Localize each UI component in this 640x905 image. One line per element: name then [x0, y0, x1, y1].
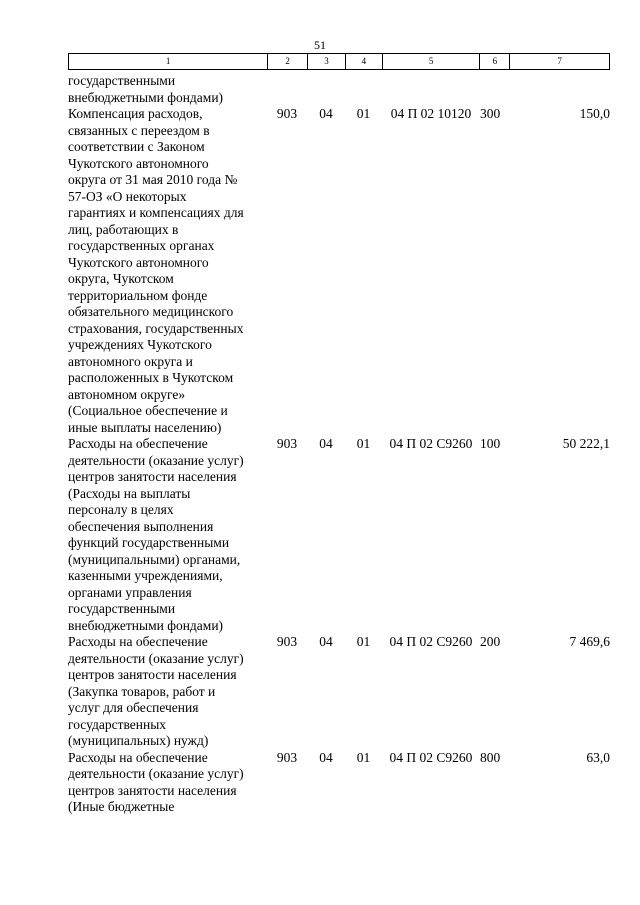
- row-description: Расходы на обеспечение деятельности (оказание услуг) центров занятости населения (Иные бюджетные: [68, 749, 244, 814]
- row-expense-type: 300: [480, 106, 501, 121]
- row-ministry-code: 903: [276, 634, 298, 649]
- row-ministry-code: 903: [276, 749, 298, 765]
- row-section: 04: [319, 749, 333, 765]
- table-row: [68, 106, 610, 436]
- row-description: Расходы на обеспечение деятельности (оказание услуг) центров занятости населения (Закупка товаров, работ и услуг для обеспечения государственных (муниципальных) нужд): [68, 634, 244, 748]
- row-ministry-code: 903: [276, 436, 298, 451]
- row-target-article: 04 П 02 10120: [390, 106, 472, 121]
- row-target-article: 04 П 02 С9260: [389, 634, 473, 649]
- row-expense-type: 200: [480, 634, 501, 649]
- table-row: [68, 750, 610, 816]
- table-row: [68, 436, 610, 634]
- continuation-row: [68, 73, 610, 106]
- row-description: Компенсация расходов, связанных с переездом в соответствии с Законом Чукотского автономного округа от 31 мая 2010 года № 57-ОЗ «О некоторых гарантиях и компенсациях для лиц, работающих в государственных органах Чукотского автономного округа, Чукотском территориальном фонде обязательного медицинского страхования, государственных учреждениях Чукотского автономного округа и расположенных в Чукотском автономном округе» (Социальное обеспечение и иные выплаты населению): [68, 106, 244, 435]
- table-header: [68, 53, 610, 70]
- row-subsection: 01: [356, 634, 371, 649]
- header-col-4: 4: [345, 54, 382, 69]
- row-subsection: 01: [356, 749, 371, 765]
- row-amount: 7 469,6: [569, 634, 610, 649]
- header-col-7: 7: [509, 54, 609, 69]
- row-section: 04: [319, 106, 333, 121]
- row-amount: 50 222,1: [562, 436, 610, 451]
- row-target-article: 04 П 02 С9260: [389, 436, 473, 451]
- row-ministry-code: 903: [276, 106, 298, 121]
- row-description: Расходы на обеспечение деятельности (оказание услуг) центров занятости населения (Расходы на выплаты персоналу в целях обеспечения выполнения функций государственными (муниципальными) органами, казенными учреждениями, органами управления государственными внебюджетными фондами): [68, 436, 244, 633]
- row-target-article: 04 П 02 С9260: [389, 749, 473, 765]
- header-col-3: 3: [307, 54, 345, 69]
- continuation-text: государственными внебюджетными фондами): [68, 73, 224, 105]
- row-amount: 63,0: [586, 749, 610, 765]
- row-subsection: 01: [356, 436, 371, 451]
- row-expense-type: 800: [480, 749, 501, 765]
- header-col-2: 2: [267, 54, 307, 69]
- row-expense-type: 100: [480, 436, 501, 451]
- table-body: [68, 73, 610, 816]
- header-col-1: 1: [165, 56, 171, 66]
- row-section: 04: [319, 436, 333, 451]
- row-amount: 150,0: [579, 106, 610, 121]
- row-subsection: 01: [356, 106, 371, 121]
- header-col-5: 5: [382, 54, 480, 69]
- header-col-6: 6: [479, 54, 509, 69]
- table-row: [68, 634, 610, 750]
- row-section: 04: [319, 634, 333, 649]
- page-number: 51: [314, 38, 326, 52]
